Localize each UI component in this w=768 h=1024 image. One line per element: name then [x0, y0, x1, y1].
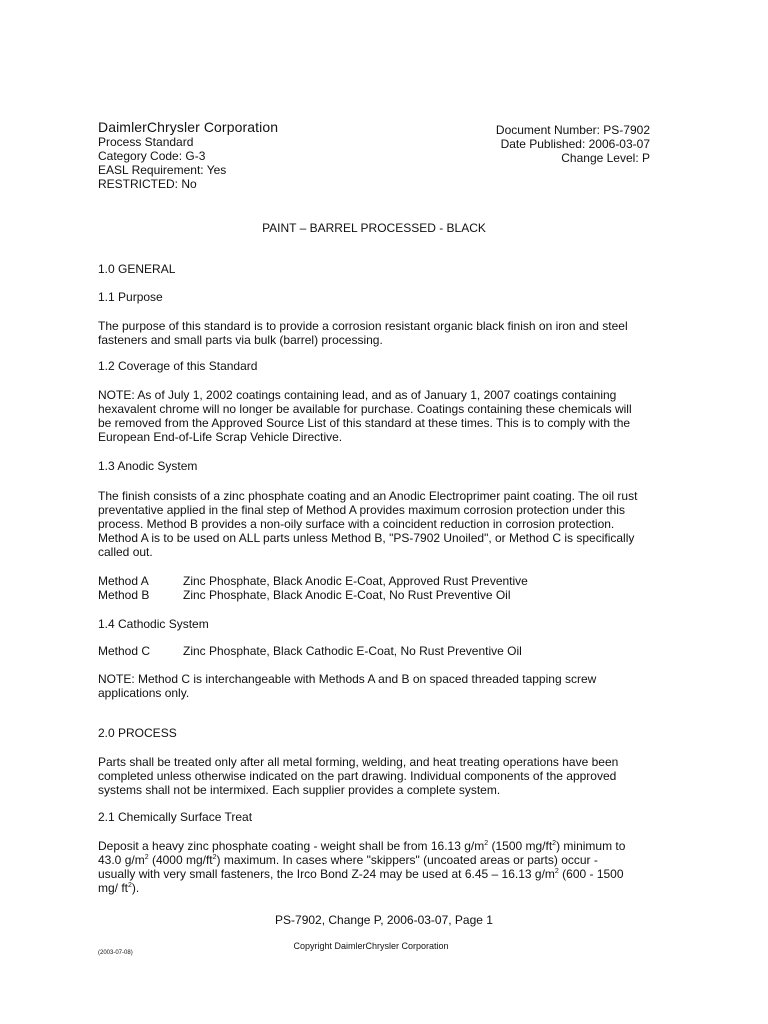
header-category-code: Category Code: G-3: [98, 149, 206, 163]
section-1-4-heading: 1.4 Cathodic System: [98, 617, 209, 631]
method-a-description: Zinc Phosphate, Black Anodic E-Coat, Approved Rust Preventive: [183, 574, 528, 588]
section-1-1-heading: 1.1 Purpose: [98, 290, 163, 304]
section-1-2-heading: 1.2 Coverage of this Standard: [98, 359, 258, 373]
header-process-standard: Process Standard: [98, 135, 194, 149]
section-1-3-heading: 1.3 Anodic System: [98, 459, 198, 473]
date-published: Date Published: 2006-03-07: [500, 137, 650, 151]
section-2-1-paragraph: Deposit a heavy zinc phosphate coating - weight shall be from 16.13 $g/m^2$ (1500 $mg/ft^2$) minimum to 43.0 $g/m^2$ (4000 $mg/ft^2$) maximum. In cases where "skippers" (uncoated areas or parts) occur - usually with very small fasteners, the Irco Bond Z-24 may be used at 6.45 – 16.13 $g/m^2$ (600 - 1500 mg/ $ft^2$).: [98, 839, 626, 895]
copyright-notice: Copyright DaimlerChrysler Corporation: [293, 941, 449, 951]
corporation-name: DaimlerChrysler Corporation: [98, 119, 279, 135]
method-b-name: Method B: [98, 588, 150, 602]
section-1-1-paragraph: The purpose of this standard is to provide a corrosion resistant organic black finish on iron and steel fasteners and small parts via bulk (barrel) processing.: [98, 319, 628, 347]
section-2-1-heading: 2.1 Chemically Surface Treat: [98, 810, 253, 824]
method-c-description: Zinc Phosphate, Black Cathodic E-Coat, No Rust Preventive Oil: [183, 644, 522, 658]
page-footer: PS-7902, Change P, 2006-03-07, Page 1: [275, 913, 493, 927]
section-2-heading: 2.0 PROCESS: [98, 726, 177, 740]
method-c-name: Method C: [98, 644, 151, 658]
document-title: PAINT – BARREL PROCESSED - BLACK: [262, 221, 486, 235]
method-b-description: Zinc Phosphate, Black Anodic E-Coat, No Rust Preventive Oil: [183, 588, 511, 602]
header-easl-requirement: EASL Requirement: Yes: [98, 163, 227, 177]
section-2-paragraph: Parts shall be treated only after all metal forming, welding, and heat treating operations have been completed unless otherwise indicated on the part drawing. Individual components of the approved systems shall not be intermixed. Each supplier provides a complete system.: [98, 755, 619, 797]
method-a-name: Method A: [98, 574, 149, 588]
section-1-heading: 1.0 GENERAL: [98, 262, 176, 276]
document-number: Document Number: PS-7902: [495, 123, 650, 137]
section-1-4-note: NOTE: Method C is interchangeable with Methods A and B on spaced threaded tapping screw applications only.: [98, 672, 597, 700]
form-revision-date: (2003-07-08): [98, 950, 133, 956]
change-level: Change Level: P: [561, 151, 650, 165]
section-1-3-paragraph: The finish consists of a zinc phosphate coating and an Anodic Electroprimer paint coating. The oil rust preventative applied in the final step of Method A provides maximum corrosion protection under this process. Method B provides a non-oily surface with a coincident reduction in corrosion protection. Method A is to be used on ALL parts unless Method B, "PS-7902 Unoiled", or Method C is specifically called out.: [98, 489, 638, 559]
header-restricted: RESTRICTED: No: [98, 177, 197, 191]
section-1-2-paragraph: NOTE: As of July 1, 2002 coatings containing lead, and as of January 1, 2007 coatings containing hexavalent chrome will no longer be available for purchase. Coatings containing these chemicals will be removed from the Approved Source List of this standard at these times. This is to comply with the European End-of-Life Scrap Vehicle Directive.: [98, 388, 632, 444]
